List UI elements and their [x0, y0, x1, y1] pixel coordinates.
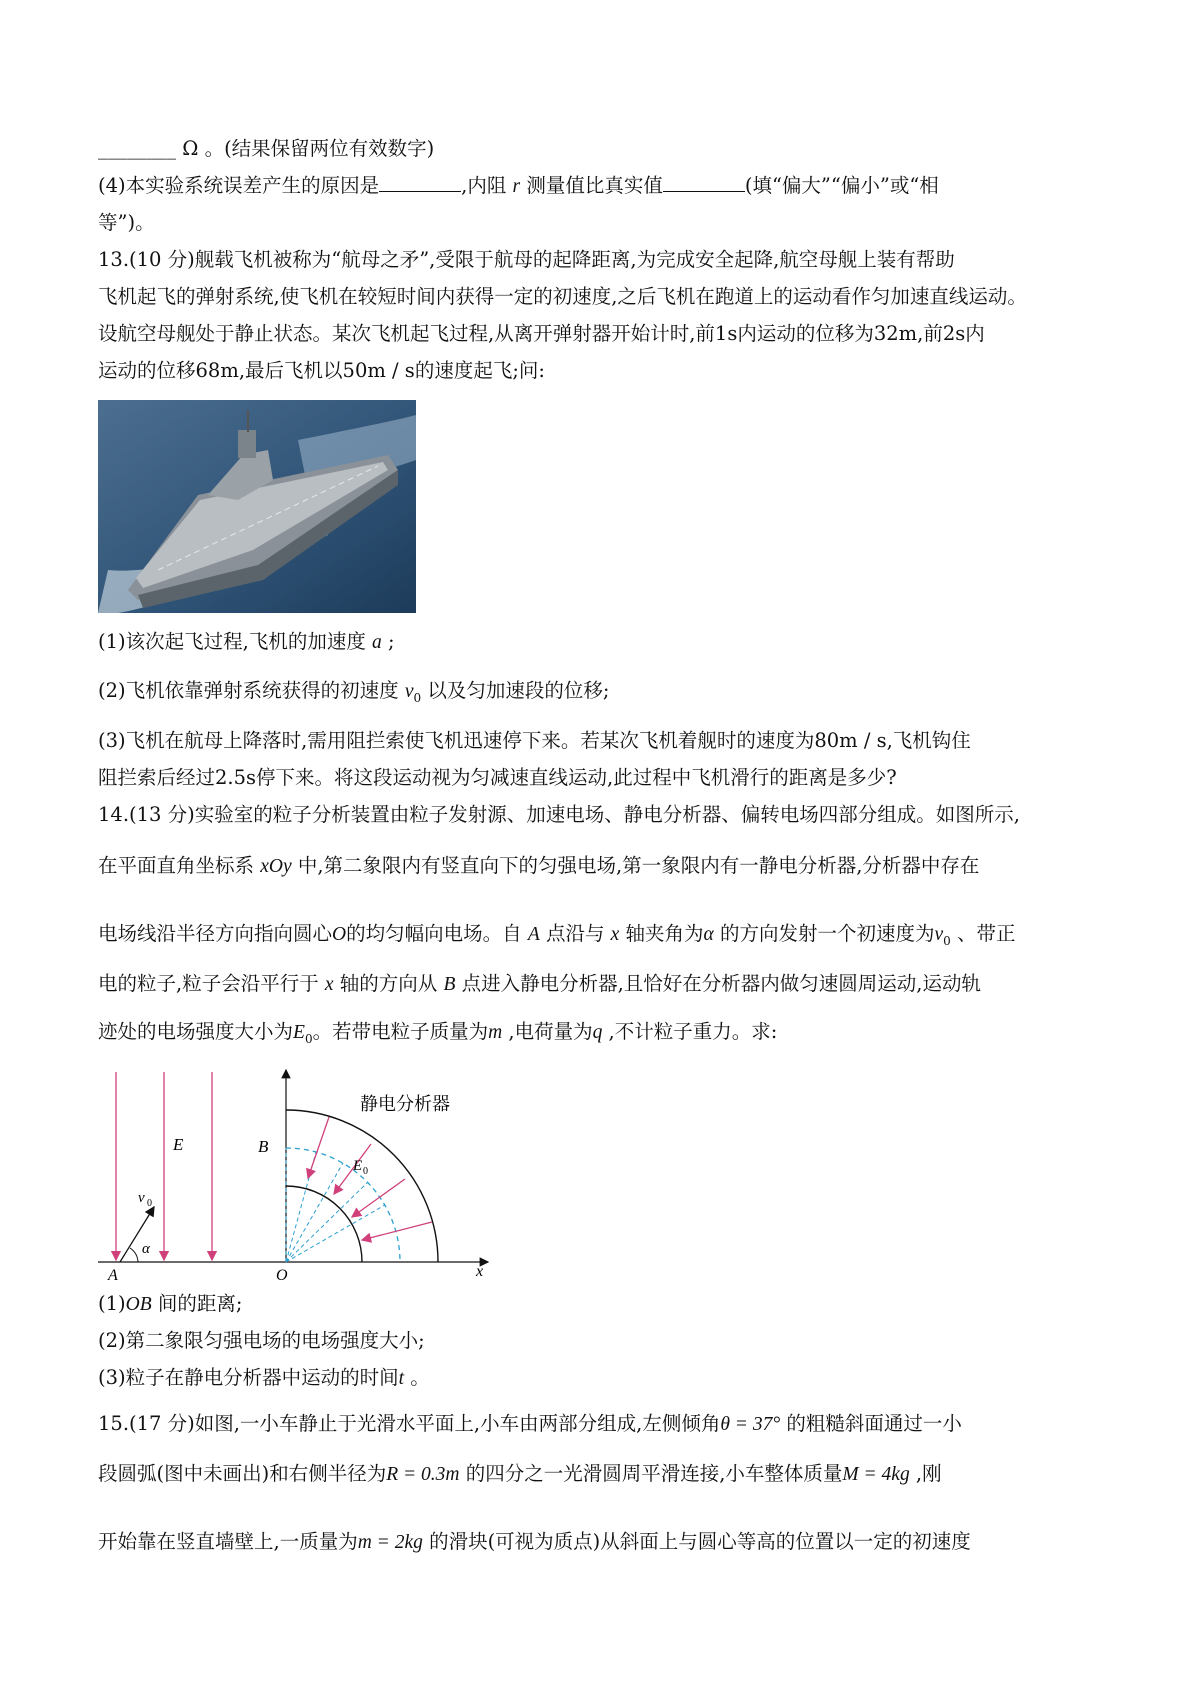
text: 的四分之一光滑圆周平滑连接,小车整体质量 — [465, 1462, 843, 1485]
math: x — [610, 924, 620, 945]
math: M = 4kg — [842, 1464, 910, 1485]
label-E0-sub: 0 — [363, 1166, 368, 1177]
text: 间的距离; — [157, 1292, 243, 1315]
text: ,不计粒子重力。求: — [608, 1020, 778, 1043]
label-O: O — [276, 1267, 288, 1282]
math: A — [527, 924, 540, 945]
math: α — [703, 924, 714, 945]
subscript: 0 — [413, 690, 422, 705]
text: ________ Ω 。(结果保留两位有效数字) — [98, 137, 435, 160]
text: 测量值比真实值 — [526, 174, 663, 197]
text: 设航空母舰处于静止状态。某次飞机起飞过程,从离开弹射器开始计时,前 — [98, 322, 715, 345]
q12-part4 — [98, 172, 939, 201]
text: (1)该次起飞过程,飞机的加速度 — [98, 630, 366, 653]
math: R = 0.3m — [386, 1464, 460, 1485]
aircraft-carrier-image — [98, 400, 416, 613]
math: 32m — [873, 322, 918, 345]
label-E: E — [173, 1135, 184, 1154]
text: 在平面直角坐标系 — [98, 854, 255, 877]
text: 阻拦索后经过 — [98, 766, 216, 789]
answer-blank[interactable] — [379, 173, 461, 192]
text: (2)飞机依靠弹射系统获得的初速度 — [98, 679, 399, 702]
q13-line3 — [98, 320, 985, 348]
math: 50m / s — [342, 359, 415, 382]
text: (1) — [98, 1292, 126, 1315]
text: 的粗糙斜面通过一小 — [786, 1412, 962, 1435]
math: E — [293, 1022, 305, 1043]
math: θ = 37° — [720, 1414, 781, 1435]
math-v0: v — [404, 681, 414, 702]
label-analyzer: 静电分析器 — [360, 1094, 450, 1114]
math: q — [592, 1022, 603, 1043]
q14-line5 — [98, 1018, 777, 1053]
text: ,电荷量为 — [508, 1020, 593, 1043]
text: 迹处的电场强度大小为 — [98, 1020, 294, 1043]
math: 2s — [942, 322, 966, 345]
text: ,飞机钩住 — [886, 729, 971, 752]
q13-sub2 — [98, 677, 609, 712]
text: 点沿与 — [545, 922, 605, 945]
q15-line3 — [98, 1528, 971, 1557]
q14-line2 — [98, 852, 979, 881]
math: 2.5s — [215, 766, 257, 789]
text: (2)第二象限匀强电场的电场强度大小; — [98, 1329, 425, 1352]
math: x — [324, 974, 334, 995]
text: 13.(10 分)舰载飞机被称为“航母之矛”,受限于航母的起降距离,为完成安全起降,航空母舰上装有帮助 — [98, 248, 955, 271]
math: v — [934, 924, 944, 945]
q15-line2 — [98, 1460, 942, 1489]
text: 、带正 — [957, 922, 1016, 945]
text: 的速度起飞;问: — [414, 359, 545, 382]
text: (4)本实验系统误差产生的原因是 — [98, 174, 380, 197]
subscript: 0 — [943, 933, 951, 948]
text: 的滑块(可视为质点)从斜面上与圆心等高的位置以一定的初速度 — [429, 1530, 971, 1553]
text: 点进入静电分析器,且恰好在分析器内做匀速圆周运动,运动轨 — [461, 972, 982, 995]
subscript: 0 — [304, 1031, 313, 1046]
text: 的方向发射一个初速度为 — [720, 922, 935, 945]
math: 80m / s — [814, 729, 887, 752]
math: 1s — [714, 322, 738, 345]
math-r: r — [512, 176, 521, 197]
math-a: a — [372, 632, 382, 653]
q13-sub3-cont — [98, 764, 897, 792]
math-xoy: xOy — [260, 856, 292, 877]
math: OB — [125, 1294, 152, 1315]
text: 运动的位移 — [98, 359, 196, 382]
q13-line4 — [98, 357, 545, 385]
q13-line2 — [98, 283, 1027, 311]
text: 电场线沿半径方向指向圆心 — [98, 922, 333, 945]
text: 的均匀幅向电场。自 — [346, 922, 522, 945]
q12-part4-cont — [98, 209, 155, 237]
label-alpha: α — [142, 1241, 150, 1257]
text: ,前 — [917, 322, 943, 345]
text: 飞机起飞的弹射系统,使飞机在较短时间内获得一定的初速度,之后飞机在跑道上的运动看作匀加速直线运动。 — [98, 285, 1027, 308]
text: (3)飞机在航母上降落时,需用阻拦索使飞机迅速停下来。若某次飞机着舰时的速度为 — [98, 729, 815, 752]
q14-sub2 — [98, 1327, 425, 1355]
label-x: x — [476, 1263, 484, 1280]
q14-sub1 — [98, 1290, 242, 1319]
q14-sub3 — [98, 1364, 430, 1393]
text: ,内阻 — [461, 174, 507, 197]
text: 中,第二象限内有竖直向下的匀强电场,第一象限内有一静电分析器,分析器中存在 — [297, 854, 980, 877]
text: 内运动的位移为 — [737, 322, 874, 345]
q12-answer-line — [98, 135, 434, 163]
q14-line4 — [98, 970, 981, 999]
text: ,最后飞机以 — [238, 359, 343, 382]
math: O — [332, 924, 347, 945]
text: ; — [387, 630, 395, 653]
text: 等”)。 — [98, 211, 155, 234]
text: 轴夹角为 — [625, 922, 704, 945]
q14-line3 — [98, 920, 1016, 955]
text: 段圆弧(图中未画出)和右侧半径为 — [98, 1462, 387, 1485]
text: ,刚 — [915, 1462, 942, 1485]
text: 内 — [965, 322, 985, 345]
text: (3)粒子在静电分析器中运动的时间 — [98, 1366, 399, 1389]
math: 68m — [195, 359, 239, 382]
label-E0: E — [353, 1158, 363, 1174]
math: B — [443, 974, 456, 995]
q13-sub1 — [98, 628, 395, 657]
text: 。 — [410, 1366, 430, 1389]
label-B: B — [258, 1137, 269, 1156]
text: 以及匀加速段的位移; — [427, 679, 610, 702]
text: 15.(17 分)如图,一小车静止于光滑水平面上,小车由两部分组成,左侧倾角 — [98, 1412, 721, 1435]
label-v0-sub: 0 — [147, 1198, 152, 1209]
text: 停下来。将这段运动视为匀减速直线运动,此过程中飞机滑行的距离是多少? — [256, 766, 897, 789]
text: 14.(13 分)实验室的粒子分析装置由粒子发射源、加速电场、静电分析器、偏转电场四部分组成。如图所示, — [98, 803, 1020, 826]
label-v0: v — [138, 1190, 145, 1206]
q13-line1 — [98, 246, 955, 274]
text: (填“偏大”“偏小”或“相 — [744, 174, 939, 197]
q13-sub3 — [98, 727, 971, 755]
electrostatic-analyzer-diagram — [98, 1062, 498, 1282]
math: m = 2kg — [357, 1532, 423, 1553]
math: m — [488, 1022, 503, 1043]
q15-line1 — [98, 1410, 962, 1439]
text: 轴的方向从 — [339, 972, 438, 995]
text: 。若带电粒子质量为 — [312, 1020, 489, 1043]
math: t — [398, 1368, 405, 1389]
text: 电的粒子,粒子会沿平行于 — [98, 972, 319, 995]
q14-line1 — [98, 801, 1020, 829]
label-A: A — [108, 1267, 118, 1282]
answer-blank[interactable] — [663, 173, 745, 192]
text: 开始靠在竖直墙壁上,一质量为 — [98, 1530, 358, 1553]
